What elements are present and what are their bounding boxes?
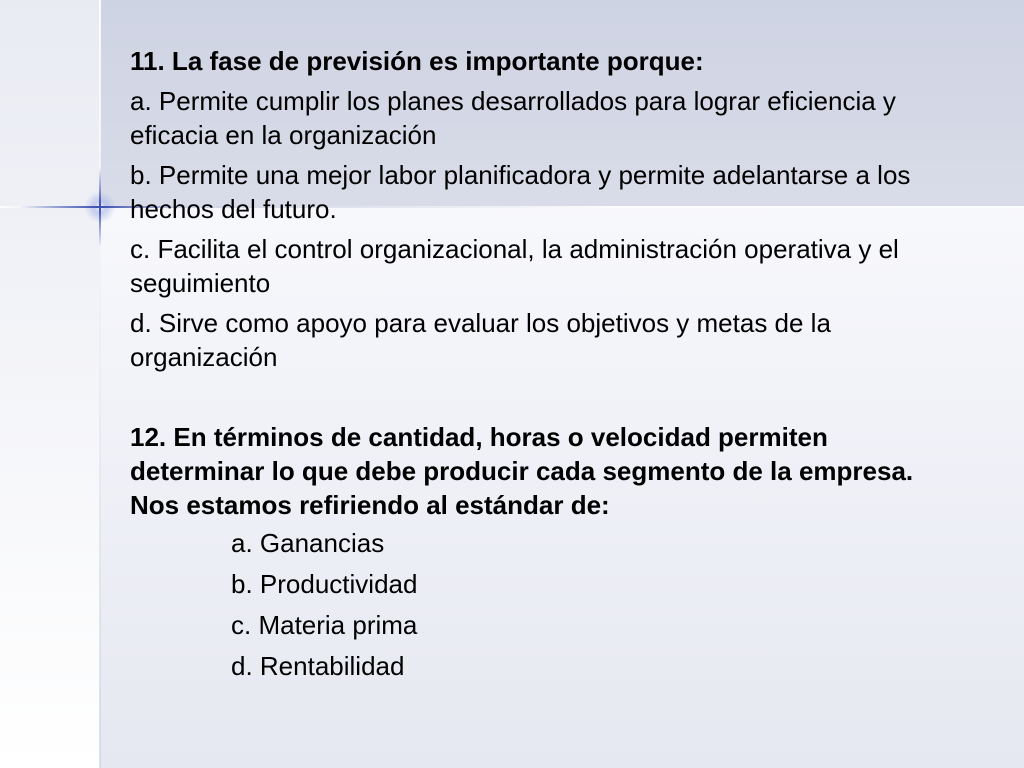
- question-12-option-a: a. Ganancias: [231, 528, 385, 558]
- vertical-divider-line: [99, 0, 101, 768]
- question-12-option-b: b. Productividad: [231, 569, 418, 599]
- question-12-option-d: d. Rentabilidad: [231, 651, 405, 681]
- left-background-band: [0, 0, 100, 768]
- question-spacer: [130, 380, 960, 420]
- question-11-option-d: d. Sirve como apoyo para evaluar los objetivos y metas de la organización: [130, 308, 831, 372]
- slide-content: [130, 44, 960, 690]
- question-11-title: 11. La fase de previsión es importante porque:: [130, 46, 704, 76]
- question-12-title: 12. En términos de cantidad, horas o velocidad permiten determinar lo que debe producir cada segmento de la empresa. Nos estamos refiriendo al estándar de:: [130, 422, 914, 520]
- question-11-option-b: b. Permite una mejor labor planificadora y permite adelantarse a los hechos del futuro.: [130, 160, 911, 224]
- question-11-option-c: c. Facilita el control organizacional, la administración operativa y el seguimiento: [130, 234, 899, 298]
- question-12-option-c: c. Materia prima: [231, 610, 418, 640]
- question-11-option-a: a. Permite cumplir los planes desarrollados para lograr eficiencia y eficacia en la organización: [130, 86, 896, 150]
